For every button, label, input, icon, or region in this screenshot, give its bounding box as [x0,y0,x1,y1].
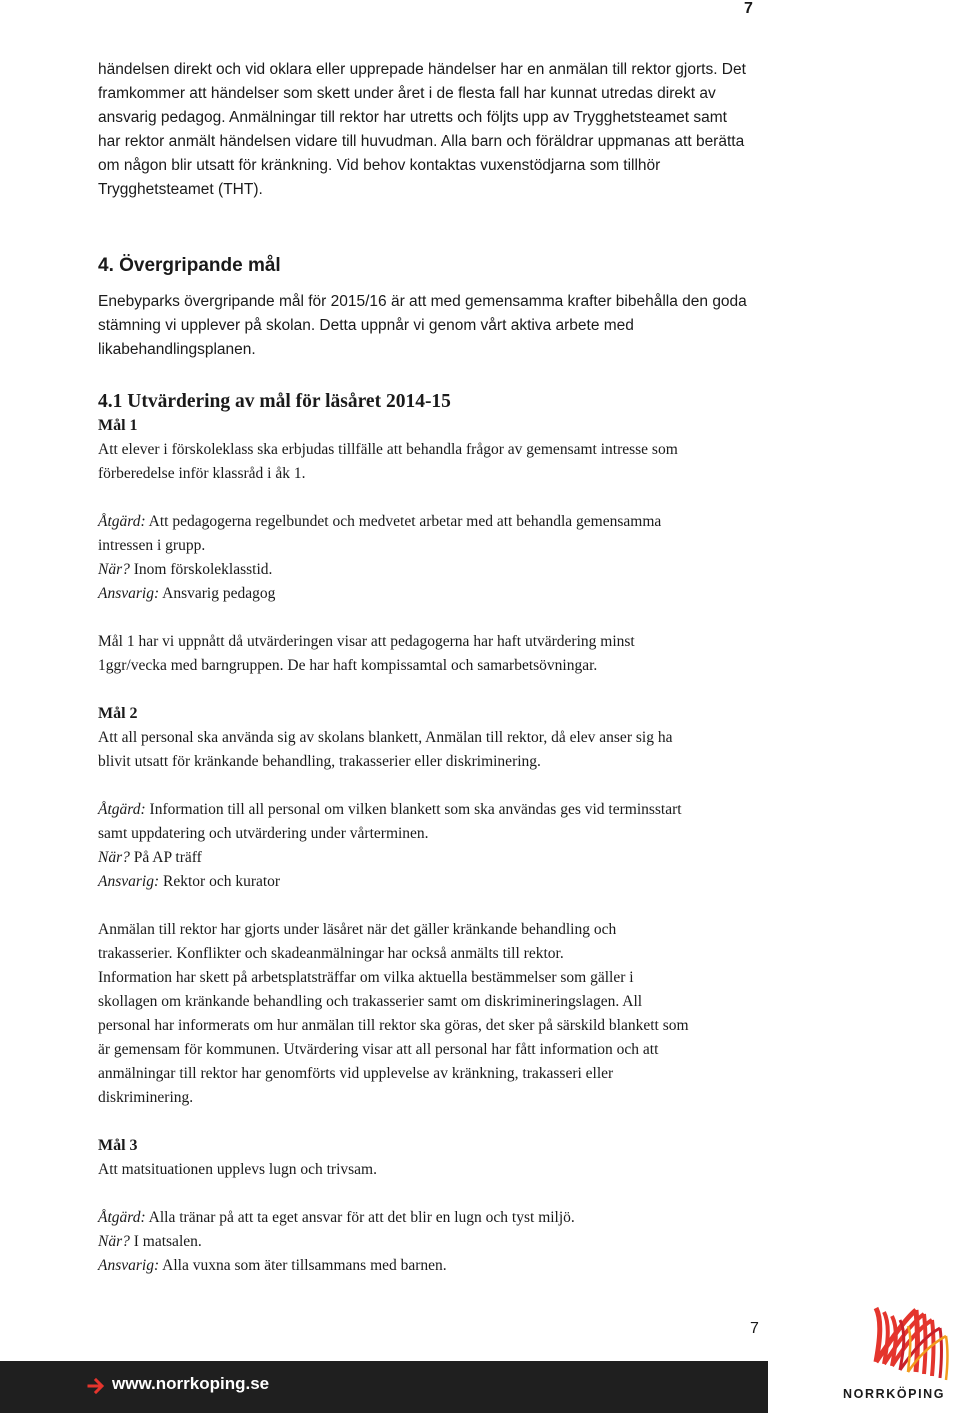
page-number-bottom: 7 [750,1320,759,1337]
goal-3-title: Mål 3 [98,1137,138,1154]
goal-1-action [98,510,778,606]
text-line [98,870,778,894]
when-text: Inom förskoleklasstid. [129,561,273,578]
action-label: Åtgärd: [98,513,146,530]
responsible-label: Ansvarig: [98,873,160,890]
footer-url-link[interactable]: www.norrkoping.se [112,1374,270,1393]
action-label: Åtgärd: [98,1209,146,1226]
section-heading-4-1: 4.1 Utvärdering av mål för läsåret 2014-15 [98,391,451,412]
responsible-text: Alla vuxna som äter tillsammans med barnen. [159,1257,447,1274]
goal-1-evaluation [98,630,778,678]
text-line [98,510,778,534]
text-line: Att all personal ska använda sig av skolans blankett, Anmälan till rektor, då elev anser sig ha [98,729,673,746]
text-line [98,558,778,582]
text-line: har rektor anmält händelsen vidare till huvudman. Alla barn och föräldrar uppmanas att berätta [98,133,745,150]
responsible-text: Rektor och kurator [159,873,281,890]
when-text: I matsalen. [129,1233,202,1250]
text-line [98,1230,778,1254]
text-line [98,1206,778,1230]
when-text: På AP träff [129,849,202,866]
footer-logo-text: NORRKÖPING [843,1387,946,1401]
text-line: stämning vi upplever på skolan. Detta uppnår vi genom vårt aktiva arbete med [98,317,634,334]
text-line: 1ggr/vecka med barngruppen. De har haft kompissamtal och samarbetsövningar. [98,657,598,674]
text-line: blivit utsatt för kränkande behandling, trakasserier eller diskriminering. [98,753,541,770]
text-line: Mål 1 har vi uppnått då utvärderingen visar att pedagogerna har haft utvärdering minst [98,633,635,650]
action-text: Information till all personal om vilken blankett som ska användas ges vid terminsstart [145,801,682,818]
when-label: När? [98,561,130,578]
text-line: Information har skett på arbetsplatsträffar om vilka aktuella bestämmelser som gäller i [98,969,634,986]
action-text: Alla tränar på att ta eget ansvar för att det blir en lugn och tyst miljö. [145,1209,575,1226]
text-line [98,1254,778,1278]
text-line: förberedelse inför klassråd i åk 1. [98,465,306,482]
section-heading-4: 4. Övergripande mål [98,255,281,276]
text-line: skollagen om kränkande behandling och trakasserier samt om diskrimineringslagen. All [98,993,643,1010]
text-line: anmälningar till rektor har genomförts vid upplevelse av kränkning, trakasseri eller [98,1065,614,1082]
action-text: Att pedagogerna regelbundet och medvetet arbetar med att behandla gemensamma [145,513,662,530]
when-label: När? [98,849,130,866]
responsible-label: Ansvarig: [98,1257,160,1274]
text-line: framkommer att händelser som skett under året i de flesta fall har kunnat utredas direkt av [98,85,716,102]
text-line: diskriminering. [98,1089,194,1106]
text-line [98,582,778,606]
responsible-text: Ansvarig pedagog [159,585,276,602]
goal-2-description [98,726,778,774]
responsible-label: Ansvarig: [98,585,160,602]
text-line [98,846,778,870]
document-body [98,58,778,1278]
text-line: Att elever i förskoleklass ska erbjudas tillfälle att behandla frågor av gemensamt intresse som [98,441,678,458]
section4-paragraph [98,290,778,362]
goal-1-description [98,438,778,486]
action-label: Åtgärd: [98,801,146,818]
goal-1-title: Mål 1 [98,417,138,434]
text-line: personal har informerats om hur anmälan till rektor ska göras, det sker på särskild blankett som [98,1017,689,1034]
text-line: intressen i grupp. [98,537,206,554]
goal-2-title: Mål 2 [98,705,138,722]
text-line: likabehandlingsplanen. [98,341,256,358]
text-line [98,798,778,822]
arrow-right-icon [86,1376,106,1396]
page-number-top: 7 [744,0,753,17]
text-line: ansvarig pedagog. Anmälningar till rektor har utretts och följts upp av Trygghetsteamet samt [98,109,727,126]
goal-3-description [98,1158,778,1182]
text-line: Att matsituationen upplevs lugn och trivsam. [98,1161,377,1178]
text-line: händelsen direkt och vid oklara eller upprepade händelser har en anmälan till rektor gjorts. Det [98,61,746,78]
goal-2-evaluation [98,918,778,1110]
when-label: När? [98,1233,130,1250]
intro-paragraph [98,58,778,202]
goal-2-action [98,798,778,894]
goal-3-action [98,1206,778,1278]
text-line: om någon blir utsatt för kränkning. Vid behov kontaktas vuxenstödjarna som tillhör [98,157,661,174]
text-line: Enebyparks övergripande mål för 2015/16 är att med gemensamma krafter bibehålla den goda [98,293,747,310]
text-line: Trygghetsteamet (THT). [98,181,263,198]
text-line: är gemensam för kommunen. Utvärdering visar att all personal har fått information och att [98,1041,659,1058]
text-line: Anmälan till rektor har gjorts under läsåret när det gäller kränkande behandling och [98,921,617,938]
text-line: trakasserier. Konflikter och skadeanmälningar har också anmälts till rektor. [98,945,564,962]
text-line: samt uppdatering och utvärdering under vårterminen. [98,825,429,842]
